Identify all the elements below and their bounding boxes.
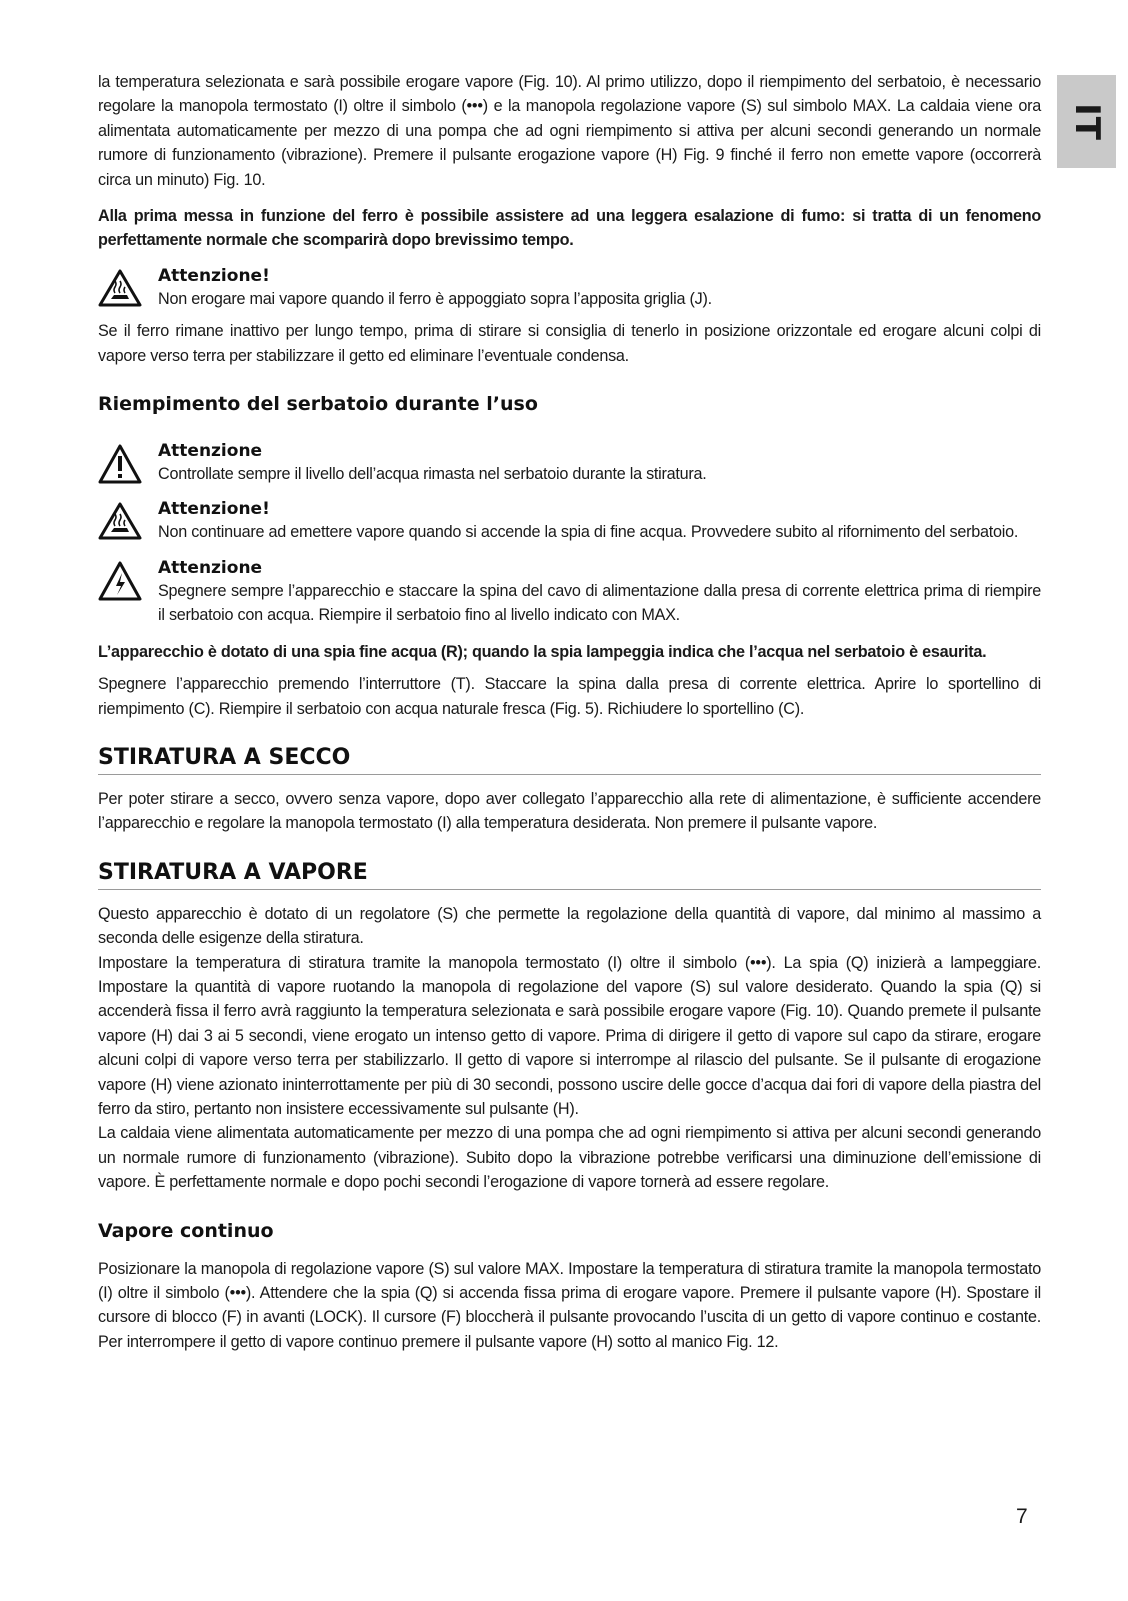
warning-text: Non continuare ad emettere vapore quando si accende la spia di fine acqua. Provvedere subito al rifornimento del serbatoio. xyxy=(158,523,1019,542)
warning-block-water-level xyxy=(98,440,1041,486)
warning-block-unplug xyxy=(98,557,1041,628)
steam-paragraph-1: Questo apparecchio è dotato di un regolatore (S) che permette la regolazione della quantità di vapore, dal minimo al massimo a seconda delle esigenze della stiratura. xyxy=(98,904,1041,948)
section-heading-refill: Riempimento del serbatoio durante l’uso xyxy=(98,393,538,416)
warning-text: Spegnere sempre l’apparecchio e staccare la spina del cavo di alimentazione dalla presa di corrente elettrica prima di riempire il serbatoio con acqua. Riempire il serbatoio fino al livello indicato con MAX. xyxy=(158,581,1041,625)
warning-text: Non erogare mai vapore quando il ferro è appoggiato sopra l’apposita griglia (J). xyxy=(158,289,712,308)
warning-block-steam-grill xyxy=(98,265,1041,311)
refill-paragraph: Spegnere l’apparecchio premendo l’interruttore (T). Staccare la spina dalla presa di corrente elettrica. Aprire lo sportellino di riempimento (C). Riempire il serbatoio con acqua naturale fresca (Fig. 5). Richiudere lo sportellino (C). xyxy=(98,675,1041,718)
section-heading-steam-ironing: STIRATURA A VAPORE xyxy=(98,858,1041,890)
section-heading-dry-ironing: STIRATURA A SECCO xyxy=(98,743,1041,775)
dry-ironing-paragraph: Per poter stirare a secco, ovvero senza vapore, dopo aver collegato l’apparecchio alla rete di alimentazione, è sufficiente accendere l’apparecchio e regolare la manopola termostato (I) alla temperatura desiderata. Non premere il pulsante vapore. xyxy=(98,789,1041,833)
intro-paragraph: la temperatura selezionata e sarà possibile erogare vapore (Fig. 10). Al primo utilizzo, dopo il riempimento del serbatoio, è necessario regolare la manopola termostato (I) oltre il simbolo (•••) e la manopola regolazione vapore (S) sul simbolo MAX. La caldaia viene ora alimentata automaticamente per mezzo di una pompa che ad ogni riempimento si attiva per alcuni secondi generando un normale rumore di funzionamento (vibrazione). Premere il pulsante erogazione vapore (H) Fig. 9 finché il ferro non emette vapore (occorrerà circa un minuto) Fig. 10. xyxy=(98,73,1041,189)
electric-shock-warning-icon xyxy=(98,561,142,601)
intro-paragraph-2: Se il ferro rimane inattivo per lungo tempo, prima di stirare si consiglia di tenerlo in posizione orizzontale ed erogare alcuni colpi di vapore verso terra per stabilizzare il getto ed eliminare l’eventuale condensa. xyxy=(98,322,1041,365)
warning-block-empty-light xyxy=(98,498,1041,544)
page-number: 7 xyxy=(1016,1505,1028,1528)
continuous-steam-paragraph: Posizionare la manopola di regolazione vapore (S) sul valore MAX. Impostare la temperatura di stiratura tramite la manopola termostato (I) oltre il simbolo (•••). Attendere che la spia (Q) si accenda fissa prima di erogare vapore. Premere il pulsante vapore (H). Spostare il cursore di blocco (F) in avanti (LOCK). Il cursore (F) bloccherà il pulsante provocando l’uscita di un getto di vapore continuo e costante. Per interrompere il getto di vapore continuo premere il pulsante vapore (H) sotto al manico Fig. 12. xyxy=(98,1259,1041,1351)
language-tab-label: IT xyxy=(1066,102,1107,141)
steam-paragraph-3: La caldaia viene alimentata automaticamente per mezzo di una pompa che ad ogni riempimento si attiva per alcuni secondi generando un normale rumore di funzionamento (vibrazione). Subito dopo la vibrazione potrebbe verificarsi una diminuzione dell’emissione di vapore. È perfettamente normale e dopo pochi secondi l’erogazione di vapore tornerà ad essere regolare. xyxy=(98,1124,1041,1192)
hot-surface-warning-icon xyxy=(98,502,142,540)
warning-title: Attenzione! xyxy=(158,499,270,520)
intro-bold-note: Alla prima messa in funzione del ferro è possibile assistere ad una leggera esalazione di fumo: si tratta di un fenomeno perfettamente normale che scomparirà dopo brevissimo tempo. xyxy=(98,207,1041,250)
warning-title: Attenzione xyxy=(158,441,263,462)
section-heading-continuous-steam: Vapore continuo xyxy=(98,1219,274,1242)
language-tab xyxy=(1057,75,1116,168)
warning-title: Attenzione xyxy=(158,557,263,578)
warning-title: Attenzione! xyxy=(158,265,270,286)
refill-bold-note: L’apparecchio è dotato di una spia fine acqua (R); quando la spia lampeggia indica che l’acqua nel serbatoio è esaurita. xyxy=(98,642,987,661)
exclamation-warning-icon xyxy=(98,444,142,484)
warning-text: Controllate sempre il livello dell’acqua rimasta nel serbatoio durante la stiratura. xyxy=(158,465,707,484)
hot-surface-warning-icon xyxy=(98,269,142,307)
page-content xyxy=(98,70,1041,1354)
steam-paragraph-2: Impostare la temperatura di stiratura tramite la manopola termostato (I) oltre il simbolo (•••). La spia (Q) inizierà a lampeggiare. Impostare la quantità di vapore ruotando la manopola di regolazione del vapore (S) sul valore desiderato. Quando la spia (Q) si accenderà fissa il ferro avrà raggiunto la temperatura selezionata e sarà possibile erogare vapore (Fig. 10). Quando premete il pulsante vapore (H) dai 3 ai 5 secondi, viene erogato un intenso getto di vapore. Prima di dirigere il getto di vapore sul capo da stirare, erogare alcuni colpi di vapore verso terra per stabilizzarlo. Il getto di vapore si interrompe al rilascio del pulsante. Se il pulsante di erogazione vapore (H) viene azionato ininterrottamente per più di 30 secondi, possono uscire delle gocce d’acqua dai fori di vapore della piastra del ferro da stiro, pertanto non insistere eccessivamente sul pulsante (H). xyxy=(98,953,1041,1118)
